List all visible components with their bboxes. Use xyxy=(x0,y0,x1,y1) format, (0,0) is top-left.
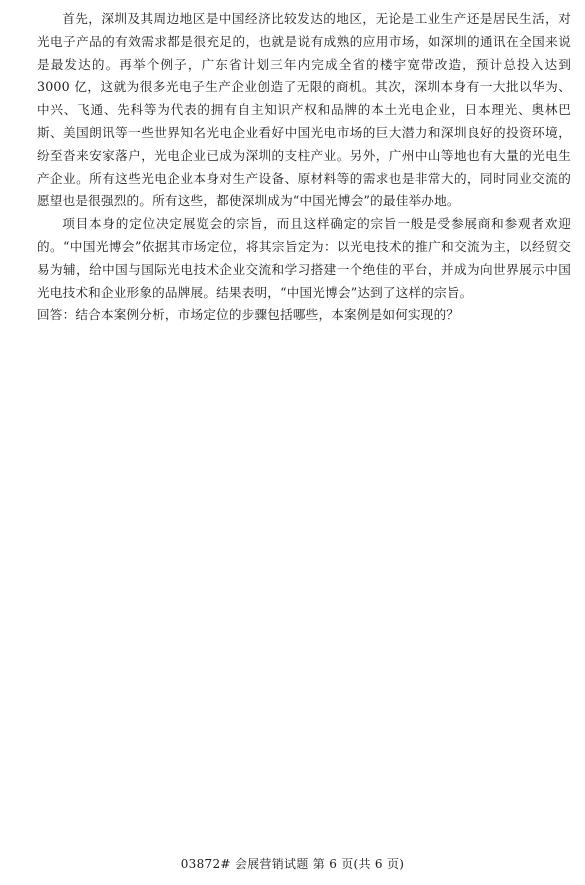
case-paragraph-2: 项目本身的定位决定展览会的宗旨，而且这样确定的宗旨一般是受参展商和参观者欢迎的。“中国光博会”依据其市场定位，将其宗旨定为：以光电技术的推广和交流为主，以经贸交易为辅，给中国与国际光电技术企业交流和学习搭建一个绝佳的平台，并成为向世界展示中国光电技术和企业形象的品牌展。结果表明，“中国光博会”达到了这样的宗旨。 xyxy=(37,216,571,300)
case-text-body xyxy=(37,8,571,327)
case-question: 回答：结合本案例分析，市场定位的步骤包括哪些，本案例是如何实现的？ xyxy=(37,307,460,323)
case-paragraph-1: 首先，深圳及其周边地区是中国经济比较发达的地区，无论是工业生产还是居民生活，对光电子产品的有效需求都是很充足的，也就是说有成熟的应用市场，如深圳的通讯在全国来说是最发达的。再举个例子，广东省计划三年内完成全省的楼宇宽带改造，预计总投入达到 3000 亿，这就为很多光电子生产企业创造了无限的商机。其次，深圳本身有一大批以华为、中兴、飞通、先科等为代表的拥有自主知识产权和品牌的本土光电企业，日本理光、奥林巴斯、美国朗讯等一些世界知名光电企业看好中国光电市场的巨大潜力和深圳良好的投资环境，纷至沓来安家落户，光电企业已成为深圳的支柱产业。另外，广州中山等地也有大量的光电生产企业。所有这些光电企业本身对生产设备、原材料等的需求也是非常大的，同时同业交流的愿望也是很强烈的。所有这些，都使深圳成为“中国光博会”的最佳举办地。 xyxy=(37,11,571,209)
page-footer: 03872# 会展营销试题 第 6 页(共 6 页) xyxy=(180,857,405,871)
